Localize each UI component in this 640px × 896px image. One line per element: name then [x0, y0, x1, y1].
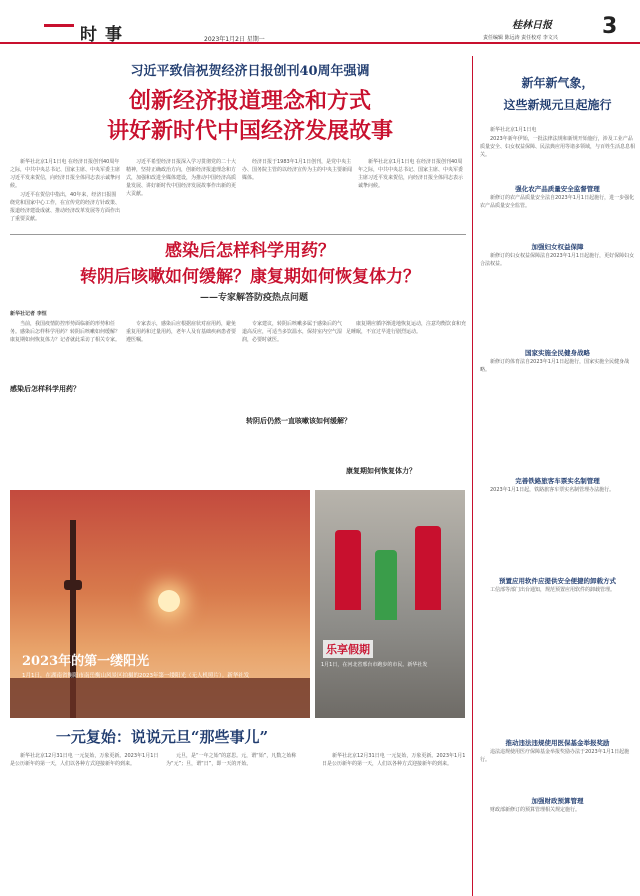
qa-col-4: [346, 320, 466, 460]
yuandan-col-3: [322, 752, 466, 892]
right-subhead: 预置应用软件应提供安全便捷的卸载方式: [499, 577, 616, 585]
qa-col-1: [10, 320, 120, 484]
right-block: [480, 252, 635, 344]
editor-credit: 责任编辑 陈远涛 责任校对 李文兴: [483, 35, 558, 41]
lead-paragraph: 习近平在贺信中指出，40年来，经济日报围绕党和国家中心工作，在宣传党的经济方针政策、报道经济建设成就、推动经济改革发展等方面作出了重要贡献。: [10, 192, 120, 222]
qa-col-3: [242, 320, 342, 410]
right-headline-line1: 新年新气象，: [521, 76, 594, 90]
photo-sunrise-title: 2023年的第一缕阳光: [22, 654, 150, 669]
right-paragraph: 新修订的体育法自2023年1月1日起施行，国家实施全民健身战略。: [480, 359, 630, 373]
lead-col-1: [10, 158, 120, 232]
right-paragraph: 财政部新修订的预算管理相关规定施行。: [490, 807, 581, 813]
right-paragraph: 违法违规使用医疗保障基金举报奖励办法于2023年1月1日起施行。: [480, 749, 630, 763]
yuandan-headline: 一元复始：说说元旦“那些事儿”: [55, 728, 269, 746]
runner-figure: [335, 530, 361, 610]
qa-paragraph: 当前，我国疫情防控形势面临新的形势和任务。感染后怎样科学用药？转阴后咳嗽如何缓解？康复期如何恢复体力？记者就此采访了相关专家。: [10, 321, 120, 343]
qa-headline: [40, 238, 460, 290]
yuandan-col-2: [166, 752, 316, 892]
qa-paragraph: 康复期应循序渐进地恢复运动，注意均衡饮食和充足睡眠，不宜过早进行剧烈运动。: [346, 321, 466, 335]
lead-paragraph: 经济日报于1983年1月1日创刊，是党中央主办、国务院主管的以经济宣传为主的中央主要新闻媒体。: [242, 159, 352, 181]
lead-pre-title: 习近平致信祝贺经济日报创刊40周年强调: [130, 64, 370, 79]
qa-paragraph: 专家建议，转阴后咳嗽多属于感染后的气道高反应，可适当多饮温水，保持室内空气湿润，必要时就医。: [242, 321, 342, 343]
section-rule: [10, 234, 466, 235]
photo-runners-caption: 1月1日，在河北省邢台市跑步的市民。新华社发: [321, 662, 428, 668]
right-paragraph: 2023年1月1日起，铁路旅客车票实名制管理办法施行。: [490, 487, 615, 493]
qa-kicker-2: 转阴后仍然一直咳嗽该如何缓解？: [246, 417, 351, 425]
qa-paragraph: 专家表示，感染后应根据症状对症用药，避免重复用药和过量用药，老年人及有基础疾病患者要遵医嘱。: [126, 321, 236, 343]
right-paragraph: 工信部等部门出台通知，规范预置应用软件的卸载管理。: [490, 587, 616, 593]
section-title: 时事: [80, 25, 130, 45]
page-number: 3: [602, 14, 618, 39]
right-intro: [480, 126, 635, 180]
yuandan-col-1: [10, 752, 160, 892]
right-subhead: 完善铁路旅客车票实名制管理: [515, 477, 600, 485]
qa-headline-line1: 感染后怎样科学用药？: [165, 241, 335, 261]
right-block: [480, 586, 635, 736]
right-byline: 新华社北京1月1日电: [490, 127, 537, 133]
qa-kicker-3: 康复期如何恢复体力？: [346, 467, 416, 475]
right-subhead: 加强财政预算管理: [531, 797, 584, 805]
runner-figure: [375, 550, 397, 620]
right-subhead: 推动违法违规使用医保基金举报奖励: [505, 739, 610, 747]
sun-graphic: [158, 590, 180, 612]
lead-col-4: [358, 158, 466, 232]
photo-sunrise-caption: 1月1日，在湖南省衡阳市南岳衡山风景区拍摄的2023年第一缕阳光（无人机照片）。新华社发: [22, 673, 250, 679]
newspaper-brand: 桂林日报: [512, 20, 552, 31]
qa-kicker-1: 感染后怎样科学用药？: [10, 385, 80, 393]
right-subhead: 加强妇女权益保障: [531, 243, 584, 251]
lead-headline-line1: 创新经济报道理念和方式: [128, 88, 371, 114]
lead-paragraph: 新华社北京1月1日电 在经济日报创刊40周年之际，中共中央总书记、国家主席、中央军委主席习近平发来贺信，向经济日报全体同志表示诚挚问候。: [358, 159, 464, 189]
skyline-silhouette: [10, 678, 310, 718]
lead-col-3: [242, 158, 352, 232]
right-block: [480, 486, 635, 574]
runner-figure: [415, 526, 441, 610]
qa-author: 新华社记者 李恒: [10, 311, 47, 317]
right-paragraph: 新修订的妇女权益保障法自2023年1月1日起施行，更好保障妇女合法权益。: [480, 253, 635, 267]
lead-headline-line2: 讲好新时代中国经济发展故事: [106, 118, 393, 144]
right-subhead: 国家实施全民健身战略: [525, 349, 590, 357]
yuandan-paragraph: 元旦，是“一年之始”的意思。元，谓“始”，凡数之始称为“元”；旦，谓“日”，即一天的开始。: [166, 753, 297, 767]
yuandan-paragraph: 新华社北京12月31日电 一元复始，万象更新。2023年1月1日是公历新年的第一天，人们以各种方式迎接新年的到来。: [10, 753, 159, 767]
right-intro-text: 2023年新年伊始，一批法律法规和新规开始施行，涉及工业产品质量安全、妇女权益保障、民法典应用等诸多领域，与百姓生活息息相关。: [480, 136, 635, 158]
photo-sunrise: [10, 490, 310, 718]
column-divider: [472, 56, 473, 896]
issue-date: 2023年1月2日 星期一: [204, 36, 265, 43]
qa-headline-line2: 转阴后咳嗽如何缓解？康复期如何恢复体力？: [80, 267, 420, 287]
lead-paragraph: 新华社北京1月1日电 在经济日报创刊40周年之际，中共中央总书记、国家主席、中央军委主席习近平发来贺信，向经济日报全体同志表示诚挚问候。: [10, 159, 120, 189]
lead-paragraph: 习近平希望经济日报深入学习贯彻党的二十大精神，坚持正确政治方向，创新经济报道理念和方式，加强和改进全媒体建设，为推动中国经济高质量发展、讲好新时代中国经济发展故事作出新的更大贡献。: [126, 159, 236, 197]
section-bar: [44, 24, 74, 27]
right-subhead: 强化农产品质量安全监督管理: [515, 185, 600, 193]
qa-col-2: [126, 320, 236, 484]
lead-headline: [40, 86, 460, 146]
right-block: [480, 806, 635, 892]
photo-runners: [315, 490, 465, 718]
page-header: [0, 0, 640, 44]
photo-runners-title: 乐享假期: [323, 640, 373, 658]
lead-col-2: [126, 158, 236, 232]
right-headline: [480, 72, 635, 116]
yuandan-paragraph: 新华社北京12月31日电 一元复始，万象更新。2023年1月1日是公历新年的第一天，人们以各种方式迎接新年的到来。: [322, 753, 466, 767]
qa-subtitle: ——专家解答防疫热点问题: [200, 293, 309, 303]
right-block: [480, 358, 635, 474]
right-block: [480, 748, 635, 792]
right-headline-line2: 这些新规元旦起施行: [503, 98, 612, 112]
right-paragraph: 新修订的农产品质量安全法自2023年1月1日起施行，进一步强化农产品质量安全监管。: [480, 195, 635, 209]
right-block: [480, 194, 635, 238]
